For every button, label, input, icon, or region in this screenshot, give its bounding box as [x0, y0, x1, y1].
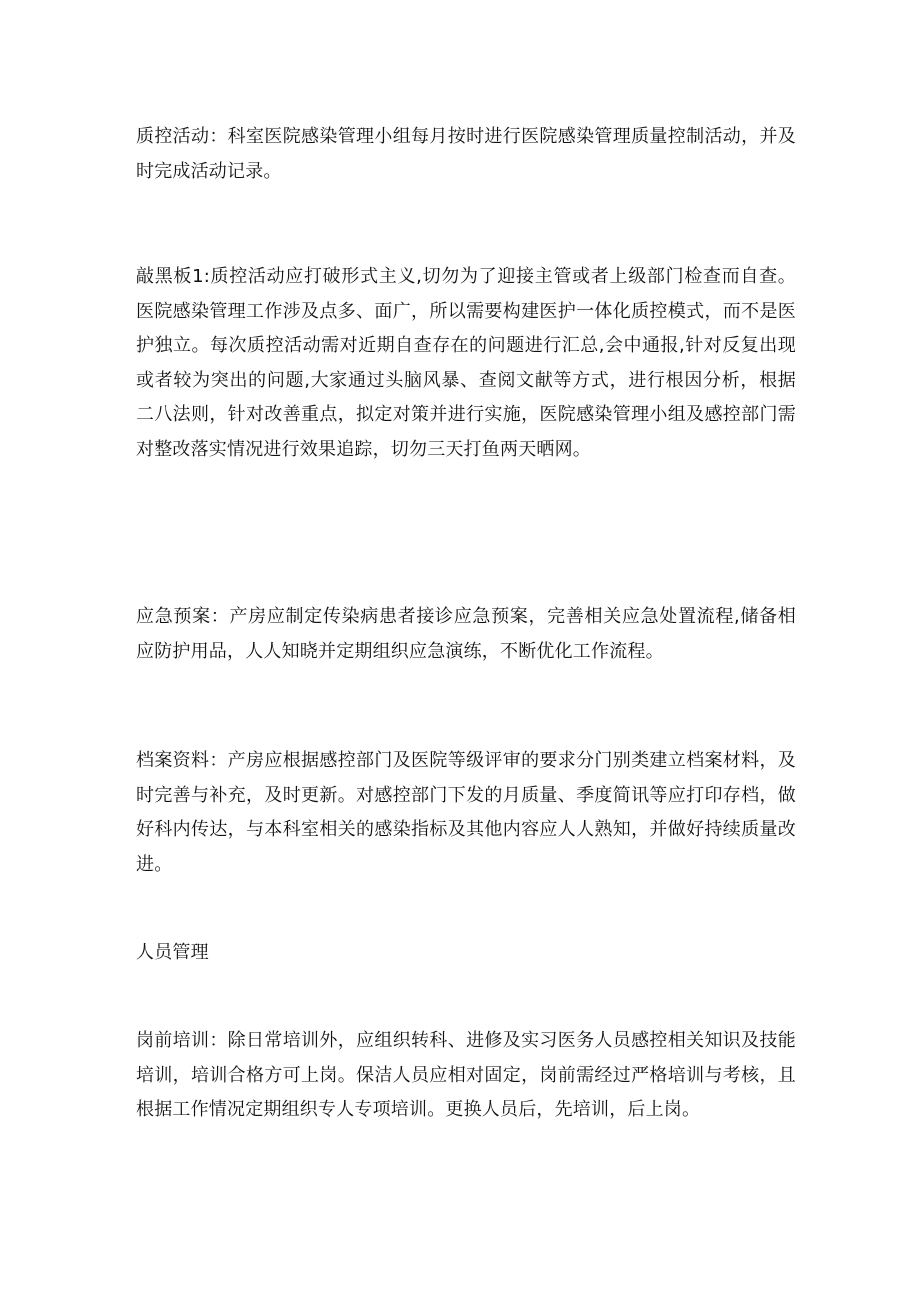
paragraph-pre-job-training: 岗前培训：除日常培训外，应组织转科、进修及实习医务人员感控相关知识及技能培训，培训合格方可上岗。保洁人员应相对固定，岗前需经过严格培训与考核，且根据工作情况定期组织专人专项培训。更换人员后，先培训，后上岗。: [136, 1030, 796, 1120]
section-heading-personnel-management: 人员管理: [136, 942, 209, 963]
paragraph-quality-control-activity: 质控活动：科室医院感染管理小组每月按时进行医院感染管理质量控制活动，并及时完成活动记录。: [136, 126, 796, 182]
paragraph-blackboard-note-1: 敲黑板1:质控活动应打破形式主义,切勿为了迎接主管或者上级部门检查而自查。医院感染管理工作涉及点多、面广，所以需要构建医护一体化质控模式，而不是医护独立。每次质控活动需对近期自查存在的问题进行汇总,会中通报,针对反复出现或者较为突出的问题,大家通过头脑风暴、查阅文献等方式，进行根因分析，根据二八法则，针对改善重点，拟定对策并进行实施，医院感染管理小组及感控部门需对整改落实情况进行效果追踪，切勿三天打鱼两天晒网。: [136, 266, 796, 460]
paragraph-archive-materials: 档案资料：产房应根据感控部门及医院等级评审的要求分门别类建立档案材料，及时完善与补充，及时更新。对感控部门下发的月质量、季度简讯等应打印存档，做好科内传达，与本科室相关的感染指标及其他内容应人人熟知，并做好持续质量改进。: [136, 750, 796, 875]
paragraph-emergency-plan: 应急预案：产房应制定传染病患者接诊应急预案，完善相关应急处置流程,储备相应防护用品，人人知晓并定期组织应急演练，不断优化工作流程。: [136, 606, 796, 662]
